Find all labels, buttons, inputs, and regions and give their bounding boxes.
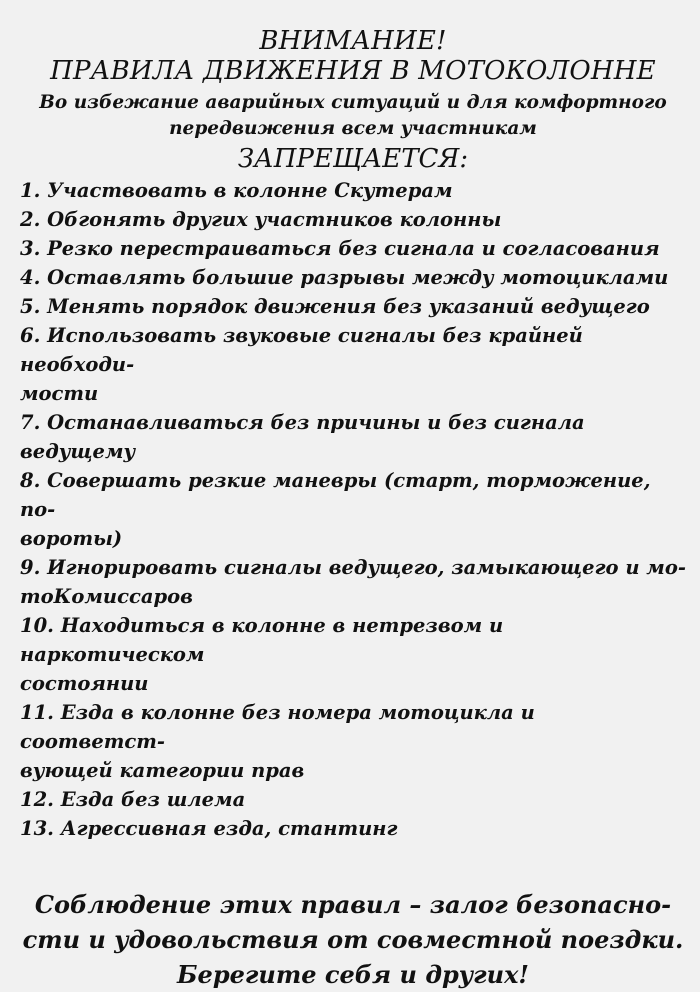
subtitle-line-1: Во избежание аварийных ситуаций и для комфортного [39,92,667,113]
closing-message [20,887,686,992]
rule-item: 1. Участвовать в колонне Скутерам [20,179,453,202]
rule-item: 10. Находиться в колонне в нетрезвом и наркотическом состоянии [20,614,504,695]
rule-item: 13. Агрессивная езда, стантинг [20,817,398,840]
rule-item: 9. Игнорировать сигналы ведущего, замыкающего и мо- тоКомиссаров [20,556,686,608]
rule-item: 5. Менять порядок движения без указаний ведущего [20,295,650,318]
rule-item: 3. Резко перестраиваться без сигнала и согласования [20,237,660,260]
rule-item: 7. Останавливаться без причины и без сигнала ведущему [20,411,585,463]
rules-list [20,176,686,843]
subtitle-line-2: передвижения всем участникам [169,118,537,139]
attention-heading: ВНИМАНИЕ! [259,26,447,56]
rule-item: 4. Оставлять большие разрывы между мотоциклами [20,266,669,289]
rule-item: 2. Обгонять других участников колонны [20,208,502,231]
closing-line-2: сти и удовольствия от совместной поездки. [22,925,684,954]
notice-title: ПРАВИЛА ДВИЖЕНИЯ В МОТОКОЛОННЕ [50,56,656,86]
rule-item: 6. Использовать звуковые сигналы без крайней необходи- мости [20,324,583,405]
notice-header [20,26,686,174]
closing-line-3: Берегите себя и других! [177,960,529,989]
closing-line-1: Соблюдение этих правил – залог безопасно- [34,890,672,919]
prohibited-heading: ЗАПРЕЩАЕТСЯ: [237,144,469,174]
rule-item: 8. Совершать резкие маневры (старт, торможение, по- вороты) [20,469,651,550]
rule-item: 11. Езда в колонне без номера мотоцикла и соответст- вующей категории прав [20,701,535,782]
rule-item: 12. Езда без шлема [20,788,246,811]
